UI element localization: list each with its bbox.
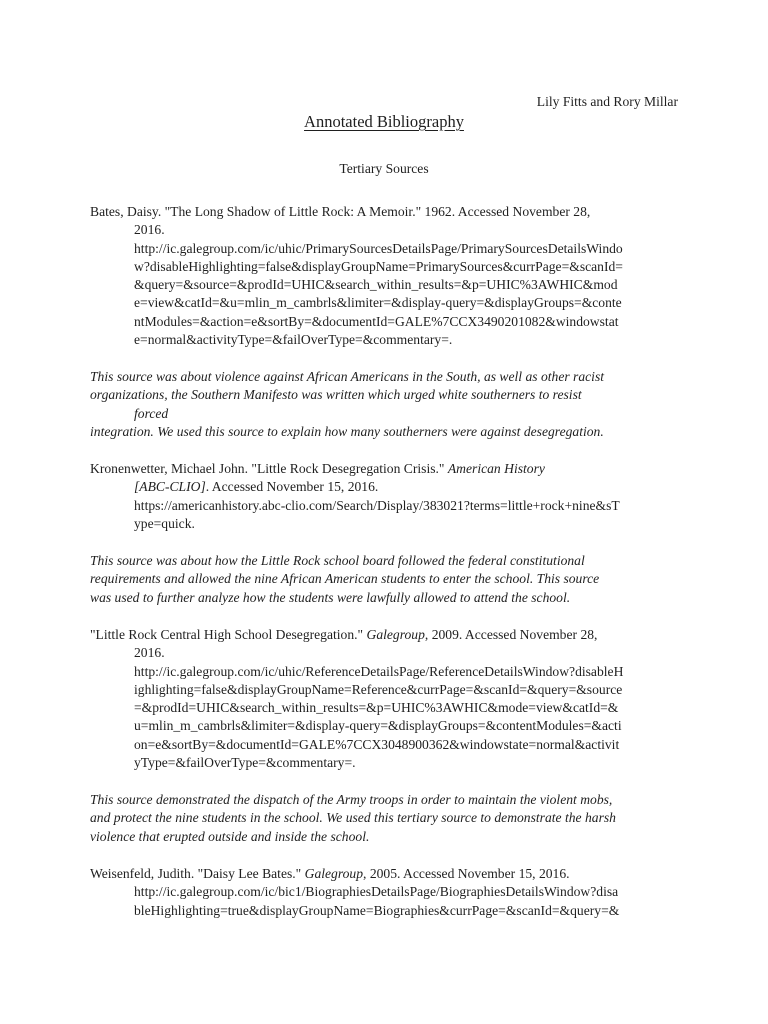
citation-journal: [ABC-CLIO]	[134, 479, 206, 495]
citation-url-line: http://ic.galegroup.com/ic/uhic/PrimarySourcesDetailsPage/PrimarySourcesDetailsWindo	[134, 240, 623, 256]
citation-url-line: yType=&failOverType=&commentary=.	[134, 755, 356, 771]
citation-journal: Galegroup	[304, 866, 364, 881]
annotation-line: This source demonstrated the dispatch of the Army troops in order to maintain the violent mobs,	[90, 792, 613, 807]
annotation-little-rock-central	[90, 791, 690, 846]
citation-line: Bates, Daisy. "The Long Shadow of Little Rock: A Memoir." 1962. Accessed November 28,	[90, 204, 591, 219]
citation-url-line: e=view&catId=&u=mlin_m_cambrls&limiter=&display-query=&displayGroups=&conte	[134, 295, 622, 311]
citation-text: Kronenwetter, Michael John. "Little Rock Desegregation Crisis."	[90, 461, 448, 476]
page-title: Annotated Bibliography	[304, 112, 464, 131]
citation-text: , 2009. Accessed November 28,	[424, 627, 598, 642]
citation-bates	[90, 203, 690, 349]
annotation-line: organizations, the Southern Manifesto was written which urged white southerners to resist	[90, 387, 582, 403]
citation-url-line: ighlighting=false&displayGroupName=Reference&currPage=&scanId=&query=&source	[134, 681, 623, 697]
citation-url-line: on=e&sortBy=&documentId=GALE%7CCX3048900362&windowstate=normal&activit	[134, 736, 620, 752]
authors: Lily Fitts and Rory Millar	[536, 94, 678, 109]
annotation-line: and protect the nine students in the school. We used this tertiary source to demonstrate the harsh	[90, 810, 616, 826]
citation-url-line: &query=&source=&prodId=UHIC&search_within_results=&p=UHIC%3AWHIC&mod	[134, 277, 618, 293]
citation-line: 2016.	[134, 645, 165, 661]
citation-url-line: =&prodId=UHIC&search_within_results=&p=UHIC%3AWHIC&mode=view&catId=&	[134, 700, 619, 716]
annotation-line: This source was about violence against African Americans in the South, as well as other racist	[90, 369, 605, 384]
citation-line: 2016.	[134, 222, 165, 238]
annotation-line: was used to further analyze how the students were lawfully allowed to attend the school.	[90, 589, 571, 605]
citation-text: , 2005. Accessed November 15, 2016.	[363, 866, 570, 881]
annotation-bates	[90, 368, 690, 441]
annotation-line: requirements and allowed the nine African American students to enter the school. This source	[90, 571, 600, 587]
citation-text: Weisenfeld, Judith. "Daisy Lee Bates."	[90, 866, 305, 881]
citation-little-rock-central	[90, 626, 690, 772]
citation-url-line: http://ic.galegroup.com/ic/uhic/ReferenceDetailsPage/ReferenceDetailsWindow?disableH	[134, 663, 624, 679]
citation-url-line: https://americanhistory.abc-clio.com/Search/Display/383021?terms=little+rock+nine&sT	[134, 497, 620, 513]
citation-url-line: bleHighlighting=true&displayGroupName=Biographies&currPage=&scanId=&query=&	[134, 902, 620, 918]
citation-text: "Little Rock Central High School Desegregation."	[90, 627, 367, 642]
citation-url-line: ype=quick.	[134, 515, 195, 531]
citation-url-line: http://ic.galegroup.com/ic/bic1/BiographiesDetailsPage/BiographiesDetailsWindow?disa	[134, 884, 619, 900]
citation-text: . Accessed November 15, 2016.	[205, 479, 379, 495]
citation-url-line: e=normal&activityType=&failOverType=&commentary=.	[134, 332, 453, 348]
annotation-line: forced	[134, 405, 169, 421]
annotation-line: violence that erupted outside and inside the school.	[90, 828, 370, 844]
section-heading: Tertiary Sources	[339, 161, 429, 176]
citation-url-line: ntModules=&action=e&sortBy=&documentId=GALE%7CCX3490201082&windowstat	[134, 313, 619, 329]
citation-url-line: w?disableHighlighting=false&displayGroupName=PrimarySources&currPage=&scanId=	[134, 258, 623, 274]
annotation-line: This source was about how the Little Rock school board followed the federal constitutional	[90, 553, 585, 568]
annotation-kronenwetter	[90, 552, 690, 607]
citation-journal: Galegroup	[366, 627, 425, 642]
citation-kronenwetter	[90, 460, 690, 533]
citation-journal: American History	[447, 461, 545, 476]
citation-url-line: u=mlin_m_cambrls&limiter=&display-query=&displayGroups=&contentModules=&acti	[134, 718, 622, 734]
citation-weisenfeld	[90, 865, 690, 920]
annotation-line: integration. We used this source to explain how many southerners were against desegregation.	[90, 423, 604, 439]
